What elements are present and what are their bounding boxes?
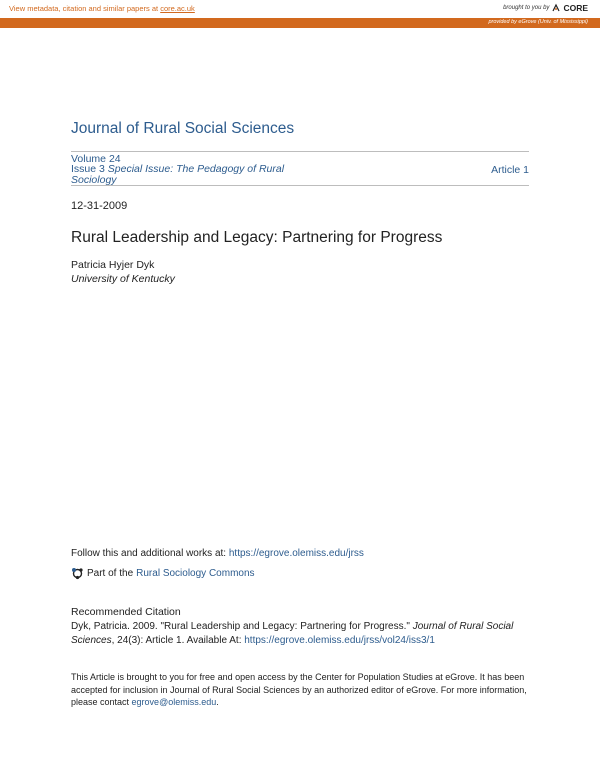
metadata-link[interactable] — [9, 4, 195, 13]
issue-number: Issue 3 — [71, 163, 105, 175]
notice-end: . — [216, 697, 219, 707]
follow-url-link[interactable]: https://egrove.olemiss.edu/jrss — [228, 548, 364, 559]
core-banner — [0, 0, 600, 18]
part-of-line — [71, 567, 255, 580]
citation-start: Dyk, Patricia. 2009. "Rural Leadership and Legacy: Partnering for Progress." — [71, 621, 413, 632]
core-logo: CORE — [563, 3, 588, 13]
citation-text — [71, 620, 531, 648]
citation-journal: Journal of Rural Social Sciences — [71, 621, 514, 646]
contact-email-link[interactable]: egrove@olemiss.edu — [131, 697, 217, 707]
network-icon — [71, 567, 84, 580]
rural-sociology-commons-link[interactable]: Rural Sociology Commons — [136, 568, 255, 579]
part-of-prefix: Part of the — [87, 568, 134, 579]
journal-title-link[interactable]: Journal of Rural Social Sciences — [71, 120, 295, 137]
follow-line — [71, 548, 364, 559]
citation-mid: , 24(3): Article 1. Available At: — [111, 635, 245, 646]
divider-bottom — [71, 185, 529, 186]
provided-by-text[interactable]: provided by eGrove (Univ. of Mississippi) — [488, 19, 588, 25]
author-name: Patricia Hyjer Dyk — [71, 259, 155, 271]
core-logo-icon — [551, 3, 561, 13]
brought-by-text: brought to you by — [503, 5, 550, 11]
divider-top — [71, 151, 529, 152]
publication-date: 12-31-2009 — [71, 200, 128, 212]
notice-text: This Article is brought to you for free and open access by the Center for Population Studies at eGrove. It has been accepted for inclusion in Journal of Rural Social Sciences by an authorized editor of eGrove. For more information, please contact — [71, 672, 527, 707]
author-affiliation: University of Kentucky — [71, 273, 175, 285]
access-notice — [71, 671, 531, 709]
recommended-citation-heading: Recommended Citation — [71, 606, 181, 618]
special-issue-title: Special Issue: The Pedagogy of Rural Sociology — [71, 163, 285, 186]
follow-text: Follow this and additional works at: — [71, 548, 229, 559]
article-number-link[interactable]: Article 1 — [491, 164, 529, 176]
provider-strip — [0, 18, 600, 28]
citation-url-link[interactable]: https://egrove.olemiss.edu/jrss/vol24/iss3/1 — [244, 635, 435, 646]
brought-to-you-by[interactable] — [503, 3, 588, 13]
volume-link[interactable]: Volume 24 — [71, 153, 121, 165]
issue-link[interactable] — [71, 164, 311, 186]
metadata-prefix: View metadata, citation and similar papers at — [9, 4, 161, 13]
article-title: Rural Leadership and Legacy: Partnering for Progress — [71, 229, 443, 246]
core-ac-uk-link[interactable]: core.ac.uk — [160, 4, 195, 13]
